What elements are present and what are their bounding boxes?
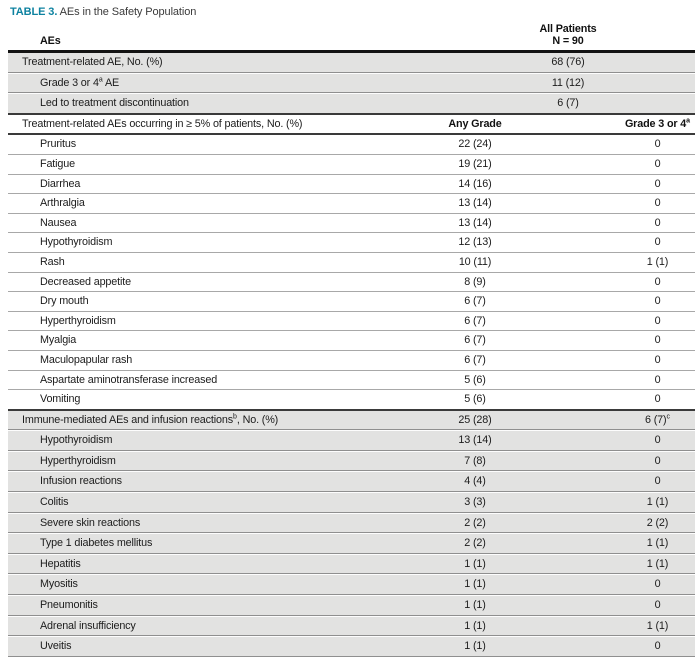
value-any-grade: 5 (6) [330, 371, 620, 391]
row-label: Dry mouth [8, 292, 330, 312]
row-label: Pruritus [8, 135, 330, 155]
value-any-grade: 1 (1) [330, 616, 620, 637]
row-label: Grade 3 or 4$^a$ AE [8, 73, 330, 94]
value-any-grade: 8 (9) [330, 273, 620, 293]
value-any-grade: 13 (14) [330, 430, 620, 451]
row-label: Adrenal insufficiency [8, 616, 330, 637]
value-any-grade: 2 (2) [330, 533, 620, 554]
row-label: Colitis [8, 492, 330, 513]
value-grade-3-or-4: 1 (1) [620, 616, 695, 637]
table-row [8, 451, 695, 472]
value-any-grade: 22 (24) [330, 135, 620, 155]
value-any-grade: 6 (7) [330, 312, 620, 332]
row-label: Maculopapular rash [8, 351, 330, 371]
value-grade-3-or-4: 0 [620, 471, 695, 492]
row-label: Type 1 diabetes mellitus [8, 533, 330, 554]
value-grade-3-or-4: 0 [620, 331, 695, 351]
table-row [8, 595, 695, 616]
value-any-grade: 4 (4) [330, 471, 620, 492]
table-row [8, 155, 695, 175]
table-row [8, 636, 695, 657]
table-row [8, 430, 695, 451]
table-row [8, 513, 695, 534]
table-row [8, 135, 695, 155]
value-grade-3-or-4: 0 [620, 214, 695, 234]
value-any-grade: 7 (8) [330, 451, 620, 472]
row-label: Hyperthyroidism [8, 451, 330, 472]
value-grade-3-or-4: 1 (1) [620, 554, 695, 575]
table-row [8, 351, 695, 371]
value-any-grade: 13 (14) [330, 214, 620, 234]
table-row [8, 331, 695, 351]
value-all-patients: 68 (76) [330, 53, 695, 73]
value-any-grade: 2 (2) [330, 513, 620, 534]
row-label: Hepatitis [8, 554, 330, 575]
row-label: Nausea [8, 214, 330, 234]
row-label: Arthralgia [8, 194, 330, 214]
value-grade-3-or-4: 0 [620, 175, 695, 195]
subheader-any-grade: Any Grade [330, 115, 620, 136]
table-row [8, 574, 695, 595]
row-label: Hyperthyroidism [8, 312, 330, 332]
row-label: Rash [8, 253, 330, 273]
value-grade-3-or-4: 0 [620, 135, 695, 155]
row-label: Uveitis [8, 636, 330, 657]
value-grade-3-or-4: 6 $(7)^c$ [620, 411, 695, 431]
table-title [10, 6, 695, 18]
table-row [8, 53, 695, 73]
table-row [8, 93, 695, 115]
table-row [8, 233, 695, 253]
value-any-grade: 19 (21) [330, 155, 620, 175]
value-any-grade: 3 (3) [330, 492, 620, 513]
table-body [8, 53, 695, 657]
table-row [8, 194, 695, 214]
value-grade-3-or-4: 1 (1) [620, 533, 695, 554]
row-label: Severe skin reactions [8, 513, 330, 534]
row-label: Infusion reactions [8, 471, 330, 492]
value-grade-3-or-4: 0 [620, 155, 695, 175]
value-any-grade: 6 (7) [330, 351, 620, 371]
value-any-grade: 12 (13) [330, 233, 620, 253]
value-any-grade: 1 (1) [330, 636, 620, 657]
table-row [8, 292, 695, 312]
group-header-line2: N = 90 [552, 34, 584, 47]
value-any-grade: 1 (1) [330, 595, 620, 616]
safety-population-table [8, 22, 695, 657]
value-grade-3-or-4: 0 [620, 451, 695, 472]
value-grade-3-or-4: 0 [620, 430, 695, 451]
column-header-row [8, 22, 695, 53]
row-label: Myalgia [8, 331, 330, 351]
value-all-patients: 11 (12) [330, 73, 695, 94]
value-grade-3-or-4: 0 [620, 574, 695, 595]
value-any-grade: 1 (1) [330, 574, 620, 595]
row-label: Pneumonitis [8, 595, 330, 616]
table-row [8, 471, 695, 492]
row-label: Vomiting [8, 390, 330, 411]
value-any-grade: 6 (7) [330, 292, 620, 312]
table-title-text: AEs in the Safety Population [59, 6, 197, 18]
row-label: Fatigue [8, 155, 330, 175]
value-grade-3-or-4: 0 [620, 390, 695, 411]
table-row [8, 411, 695, 431]
table-row [8, 533, 695, 554]
value-any-grade: 10 (11) [330, 253, 620, 273]
value-any-grade: 14 (16) [330, 175, 620, 195]
row-label: Diarrhea [8, 175, 330, 195]
value-all-patients: 6 (7) [330, 93, 695, 115]
table-row [8, 390, 695, 411]
group-header-all-patients [330, 22, 695, 53]
table-row [8, 214, 695, 234]
row-label: Myositis [8, 574, 330, 595]
table-row [8, 371, 695, 391]
value-any-grade: 25 (28) [330, 411, 620, 431]
row-label: Decreased appetite [8, 273, 330, 293]
table-row [8, 312, 695, 332]
row-label: Hypothyroidism [8, 233, 330, 253]
table-number: TABLE 3. [10, 6, 58, 18]
value-grade-3-or-4: 1 (1) [620, 492, 695, 513]
value-any-grade: 1 (1) [330, 554, 620, 575]
stub-header-aes: AEs [8, 22, 330, 53]
table-row [8, 175, 695, 195]
value-any-grade: 5 (6) [330, 390, 620, 411]
value-any-grade: 13 (14) [330, 194, 620, 214]
value-grade-3-or-4: 0 [620, 371, 695, 391]
value-grade-3-or-4: 0 [620, 292, 695, 312]
table-row [8, 616, 695, 637]
table-row [8, 73, 695, 94]
table-row [8, 273, 695, 293]
row-label: Aspartate aminotransferase increased [8, 371, 330, 391]
value-any-grade: 6 (7) [330, 331, 620, 351]
value-grade-3-or-4: 0 [620, 273, 695, 293]
row-label: Led to treatment discontinuation [8, 93, 330, 115]
value-grade-3-or-4: 2 (2) [620, 513, 695, 534]
row-label: Treatment-related AEs occurring in ≥ 5% of patients, No. (%) [8, 115, 330, 136]
value-grade-3-or-4: 0 [620, 595, 695, 616]
table-row [8, 115, 695, 136]
value-grade-3-or-4: 0 [620, 194, 695, 214]
table-row [8, 554, 695, 575]
subheader-grade-3-or-4: Grade 3 or 4$^a$ [620, 115, 695, 136]
group-header-line1: All Patients [539, 23, 597, 35]
value-grade-3-or-4: 0 [620, 312, 695, 332]
value-grade-3-or-4: 1 (1) [620, 253, 695, 273]
value-grade-3-or-4: 0 [620, 636, 695, 657]
row-label: Immune-mediated AEs and infusion reactions$^b$, No. (%) [8, 411, 330, 431]
table-row [8, 253, 695, 273]
value-grade-3-or-4: 0 [620, 233, 695, 253]
row-label: Hypothyroidism [8, 430, 330, 451]
value-grade-3-or-4: 0 [620, 351, 695, 371]
row-label: Treatment-related AE, No. (%) [8, 53, 330, 73]
table-row [8, 492, 695, 513]
